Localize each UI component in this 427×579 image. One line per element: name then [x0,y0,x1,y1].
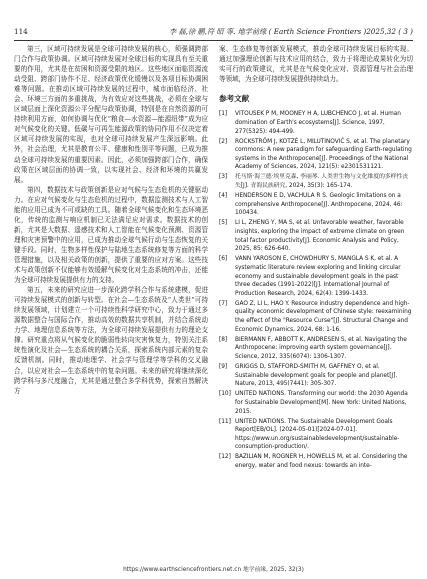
reference-item [219,110,413,136]
references-heading: 参考文献 [219,94,250,104]
paragraph-data-technology: 第四，数据技术与政策创新是应对气候与生态危机的关键驱动力。在应对气候变化与生态危机的过程中，数据监测技术与人工智能的应用已成为不可或缺的工具。随着全球气候变化和生态环境恶化，传统的监测与响应机制已无法满足应对需求。数据技术的创新，尤其是大数据、遥感技术和人工智能在气候变化预测、资源管理和灾害预警中的应用，已成为推动全球气候行动与生态恢复的关键手段。同时，生物多样性保护与陆地生态系统修复等方面的科学管理措施，以及相关政策的创新，提供了重要的应对方案。这些技术与政策创新不仅能够有效缓解气候变化对生态系统的冲击，还能为全球可持续发展提供有力的支持。 [14,185,208,285]
reference-text: HENDERSON E D, VACHULA R S. Geologic limitations on a comprehensive Anthropocene[J]. Anthropocene, 2024, 46: 100434. [235,193,403,217]
reference-text: UNITED NATIONS. Transforming our world: the 2030 Agenda for Sustainable Development[M]. New York: United Nations, 2015. [235,391,408,415]
reference-text: 托马斯·海兰德·埃里克森, 李丽琴. 人类世生物与文化维度的多样性丧失[J]. 青海民族研究, 2024, 35(3): 165-174. [235,174,409,190]
reference-text: VITOUSEK P M, MOONEY H A, LUBCHENCO J, et al. Human domination of Earth's ecosystems[J]. Science, 1997, 277(5325): 494-499. [235,111,401,135]
right-column [219,44,413,472]
left-column [14,44,208,396]
reference-item [219,453,413,470]
reference-text: LI L, ZHENG Y, MA S, et al. Unfavorable weather, favorable insights, exploring the impact of extreme climate on green total factor productivity[J]. Economic Analysis and Policy, 2025, 85: 626-640. [235,220,405,253]
paragraph-future-research: 第五，未来的研究应进一步深化跨学科合作与系统建模，促进可持续发展模式的创新与转型。在社会—生态系统及“人类世”可持续发展领域，计划建立一个可持续性科学研究中心，致力于通过多源数据整合与国际合作，推动高效的数据共享机制，并结合系统动力学、地理信息系统等方法，为全球可持续发展提供有力的理论支撑。研究重点将从气候变化的脆弱性转向灾害恢复力，特别关注系统性演化及社会—生态系统的耦合关系，探索系统内部元素的复杂反馈机制。同时，推动地理学、社会学与管理学等学科的交叉融合，以应对社会—生态系统中的复杂问题。未来的研究将继续深化跨学科与多尺度融合，尤其是通过整合多学科优势，探索自然解决方 [14,286,208,395]
reference-number: [1] [219,111,228,118]
page-number: 114 [14,27,28,36]
reference-text: GAO Z, LI L, HAO Y. Resource industry dependence and high-quality economic development of Chinese style: reexamining the effect of the "Resource Curse"[J]. Structural Change and Economic Dynamics, 2024, 68: 1-16. [235,300,412,333]
reference-item [219,418,413,453]
reference-number: [10] [219,391,231,398]
reference-item [219,336,413,362]
header-rule [14,40,413,41]
reference-number: [3] [219,174,228,181]
reference-text: ROCKSTRÖM J, KOTZÉ L, MILUTINOVIĆ S, et al. The planetary commons: A new paradigm for safeguarding Earth-regulating systems in the Anthropocene[J]. Proceedings of the National Academy of Sciences, 2024, 121(5): e2301531121. [235,138,412,171]
reference-item [219,219,413,254]
reference-item [219,255,413,298]
reference-text: BAZILIAN M, ROGNER H, HOWELLS M, et al. Considering the energy, water and food nexus: towards an inte- [235,454,408,470]
reference-number: [9] [219,363,228,370]
reference-number: [11] [219,418,231,425]
reference-number: [7] [219,300,228,307]
reference-list [219,110,413,471]
page-header [14,27,413,40]
reference-item [219,363,413,389]
reference-item [219,173,413,190]
reference-text: VANN YAROSON E, CHOWDHURY S, MANGLA S K, et al. A systematic literature review exploring and linking circular economy and sustainable development goals in the past three decades (1991-2022)[J]. International Journal of Production Research, 2024, 62(4): 1399-1433. [235,256,401,297]
paragraph-regional-sustainability: 第三，区域可持续发展是全球可持续发展的核心，须强调跨部门合作与政策协调。区域可持续发展对全球目标的实现具有至关重要的作用，尤其是在贫困和资源受限的地区。这些地区面临资源流动受阻、跨部门协作不足、经济政策优化缓慢以及各项目标协调困难等问题。在推动区域可持续发展的过程中，城市面临经济、社会、环境三方面的多重挑战，为有效应对这些挑战，必须在全球与区域层面上深化资源公平分配与政策协调，特别是在自然资源的可持续利用方面，如何协调与优化“粮食—水资源—能源纽带”成为应对气候变化的关键。低碳与可再生能源政策的协同作用不仅决定着区域可持续发展的实现，也对全球可持续发展产生深远影响。此外，社会治理，尤其是教育公平、健康和性别平等问题，已成为推动全球可持续发展的重要因素。因此，必须加强跨部门合作，确保政策在区域层面的协调一致，以实现社会、经济和环境的共赢发展。 [14,45,208,184]
reference-text: UNITED NATIONS. The Sustainable Development Goals Report[EB/OL]. (2024-05-01)[2024-07-01]. https://www.un.org/sustainabledevelopment/sustainable-consumption-production/. [235,418,400,451]
reference-text: GRIGGS D, STAFFORD-SMITH M, GAFFNEY O, et al. Sustainable development goals for people and planet[J]. Nature, 2013, 495(7441): 305-307. [235,363,398,388]
paragraph-continuation: 案、生态修复等创新发展模式，推动全球可持续发展目标的实现。通过加强理论创新与技术应用的结合，致力于将理论成果转化为切实可行的政策建议，尤其是在气候变化应对、资源管理与社会治理等领域，为全球可持续发展提供持续动力。 [219,45,413,84]
reference-text: BIERMANN F, ABBOTT K, ANDRESEN S, et al. Navigating the Anthropocene: improving earth system governance[J]. Science, 2012, 335(6074): 1306-1307. [235,336,407,361]
reference-item [219,300,413,335]
reference-number: [4] [219,193,228,200]
reference-item [219,192,413,218]
page-footer: https://www.earthsciencefrontiers.net.cn 地学前缘, 2025, 32(3) [123,567,304,573]
reference-number: [8] [219,336,228,343]
reference-item [219,390,413,416]
reference-number: [6] [219,256,228,263]
reference-number: [12] [219,454,231,461]
reference-number: [2] [219,138,228,145]
reference-item [219,138,413,173]
reference-number: [5] [219,220,228,227]
running-title: 李 磊,徐 鹏,符 昭 等. 地学前缘 ( Earth Science Frontiers )2025,32 ( 3 ) [169,27,413,36]
